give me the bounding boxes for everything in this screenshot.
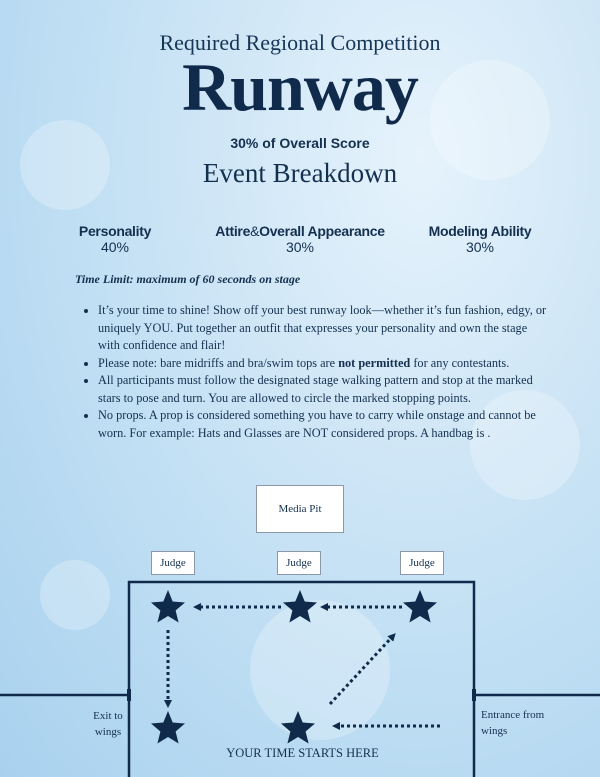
category-value: 40%: [100, 239, 130, 255]
category-value: 30%: [285, 239, 315, 255]
stage-door-marker: [472, 689, 476, 701]
judge-box-right: Judge: [400, 551, 444, 575]
stage-door-marker: [127, 689, 131, 701]
page-title: Runway: [182, 49, 418, 125]
rule-text: for any contestants.: [410, 355, 510, 370]
star-icon: [403, 590, 437, 623]
score-percentage: 30% of Overall Score: [230, 135, 370, 151]
rule-emphasis: not permitted: [338, 355, 411, 370]
rule-item: • All participants must follow the designated stage walking pattern and stop at the marked stars to pose and turn. You are allowed to circle the marked stopping points.: [98, 372, 550, 407]
section-heading: Event Breakdown: [202, 158, 398, 188]
category-name-part: Attire: [215, 223, 251, 239]
category-name: Personality: [78, 223, 152, 239]
arrow-center-to-upper-right: [330, 636, 393, 704]
rule-item: • No props. A prop is considered something you have to carry while onstage and cannot be worn. For example: Hats and Glasses are NOT considered props. A handbag is .: [98, 407, 550, 442]
star-icon: [283, 590, 317, 623]
judge-box-center: Judge: [277, 551, 321, 575]
star-icon: [151, 590, 185, 623]
exit-label: Exit to wings: [93, 710, 123, 738]
media-pit-box: Media Pit: [256, 485, 344, 533]
ampersand: &: [250, 223, 260, 239]
star-icon: [281, 711, 315, 744]
category-name: Modeling Ability: [428, 223, 532, 239]
category-value: 30%: [465, 239, 495, 255]
star-icon: [151, 711, 185, 744]
rule-item: • It’s your time to shine! Show off your best runway look—whether it’s fun fashion, edgy, or uniquely YOU. Put together an outfit that expresses your personality and own the stage with confidence and flair!: [98, 302, 550, 355]
start-label: YOUR TIME STARTS HERE: [226, 746, 379, 760]
entrance-label: Entrance from wings: [481, 709, 545, 737]
time-limit: Time Limit: maximum of 60 seconds on stage: [75, 272, 301, 286]
category-name-part: Overall Appearance: [259, 223, 385, 239]
page-subtitle: Required Regional Competition: [159, 30, 441, 55]
rule-text: Please note: bare midriffs and bra/swim tops are: [98, 355, 339, 370]
judge-box-left: Judge: [151, 551, 195, 575]
